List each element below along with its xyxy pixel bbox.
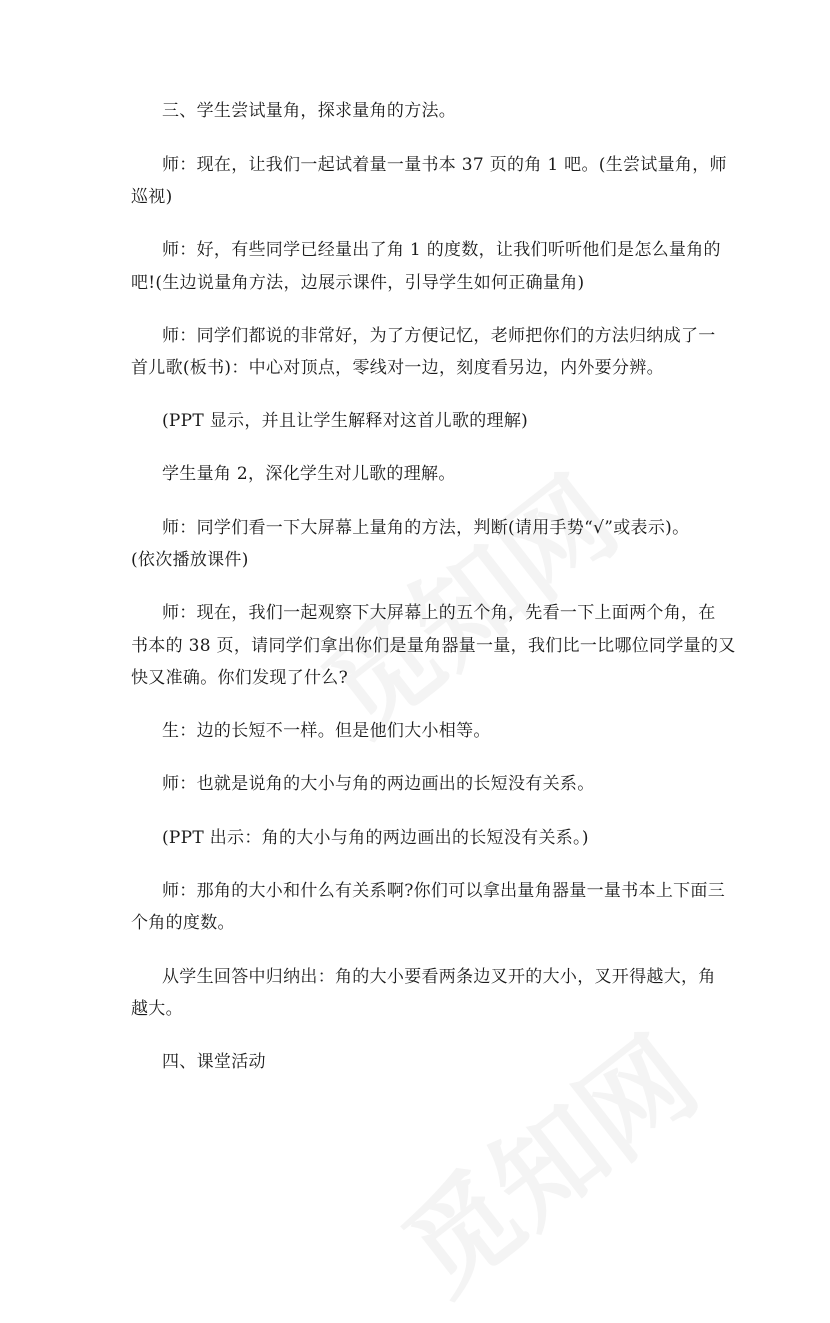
paragraph-line: 师：也就是说角的大小与角的两边画出的长短没有关系。 (162, 774, 595, 794)
paragraph-line: 师：同学们看一下大屏幕上量角的方法，判断(请用手势“√”或表示)。 (162, 518, 690, 538)
watermark (366, 995, 723, 1323)
paragraph-line: 师：好，有些同学已经量出了角 1 的度数，让我们听听他们是怎么量角的 (162, 240, 721, 260)
paragraph-line: (依次播放课件) (131, 550, 249, 570)
paragraph-line: (PPT 显示，并且让学生解释对这首儿歌的理解) (162, 411, 529, 431)
paragraph-line: 快又准确。你们发现了什么? (131, 668, 349, 688)
section-heading-4: 四、课堂活动 (162, 1052, 266, 1072)
paragraph-line: 师：那角的大小和什么有关系啊?你们可以拿出量角器量一量书本上下面三 (162, 881, 726, 901)
paragraph-line: 越大。 (131, 999, 183, 1019)
paragraph-line: 吧!(生边说量角方法，边展示课件，引导学生如何正确量角) (131, 273, 585, 293)
paragraph-line: 从学生回答中归纳出：角的大小要看两条边叉开的大小，叉开得越大，角 (162, 967, 716, 987)
paragraph-line: 首儿歌(板书)：中心对顶点，零线对一边，刻度看另边，内外要分辨。 (131, 358, 664, 378)
paragraph-line: 生：边的长短不一样。但是他们大小相等。 (162, 721, 491, 741)
paragraph-line: 师：同学们都说的非常好，为了方便记忆，老师把你们的方法归纳成了一 (162, 326, 716, 346)
paragraph-line: 个角的度数。 (131, 913, 235, 933)
watermark (286, 435, 643, 763)
paragraph-line: 师：现在，我们一起观察下大屏幕上的五个角，先看一下上面两个角，在 (162, 603, 716, 623)
paragraph-line: 书本的 38 页，请同学们拿出你们是量角器量一量，我们比一比哪位同学量的又 (131, 636, 736, 656)
paragraph-line: 学生量角 2，深化学生对儿歌的理解。 (162, 464, 456, 484)
paragraph-line: (PPT 出示：角的大小与角的两边画出的长短没有关系。) (162, 828, 589, 848)
paragraph-line: 巡视) (131, 187, 173, 207)
section-heading-3: 三、学生尝试量角，探求量角的方法。 (162, 101, 457, 121)
paragraph-line: 师：现在，让我们一起试着量一量书本 37 页的角 1 吧。(生尝试量角，师 (162, 155, 727, 175)
